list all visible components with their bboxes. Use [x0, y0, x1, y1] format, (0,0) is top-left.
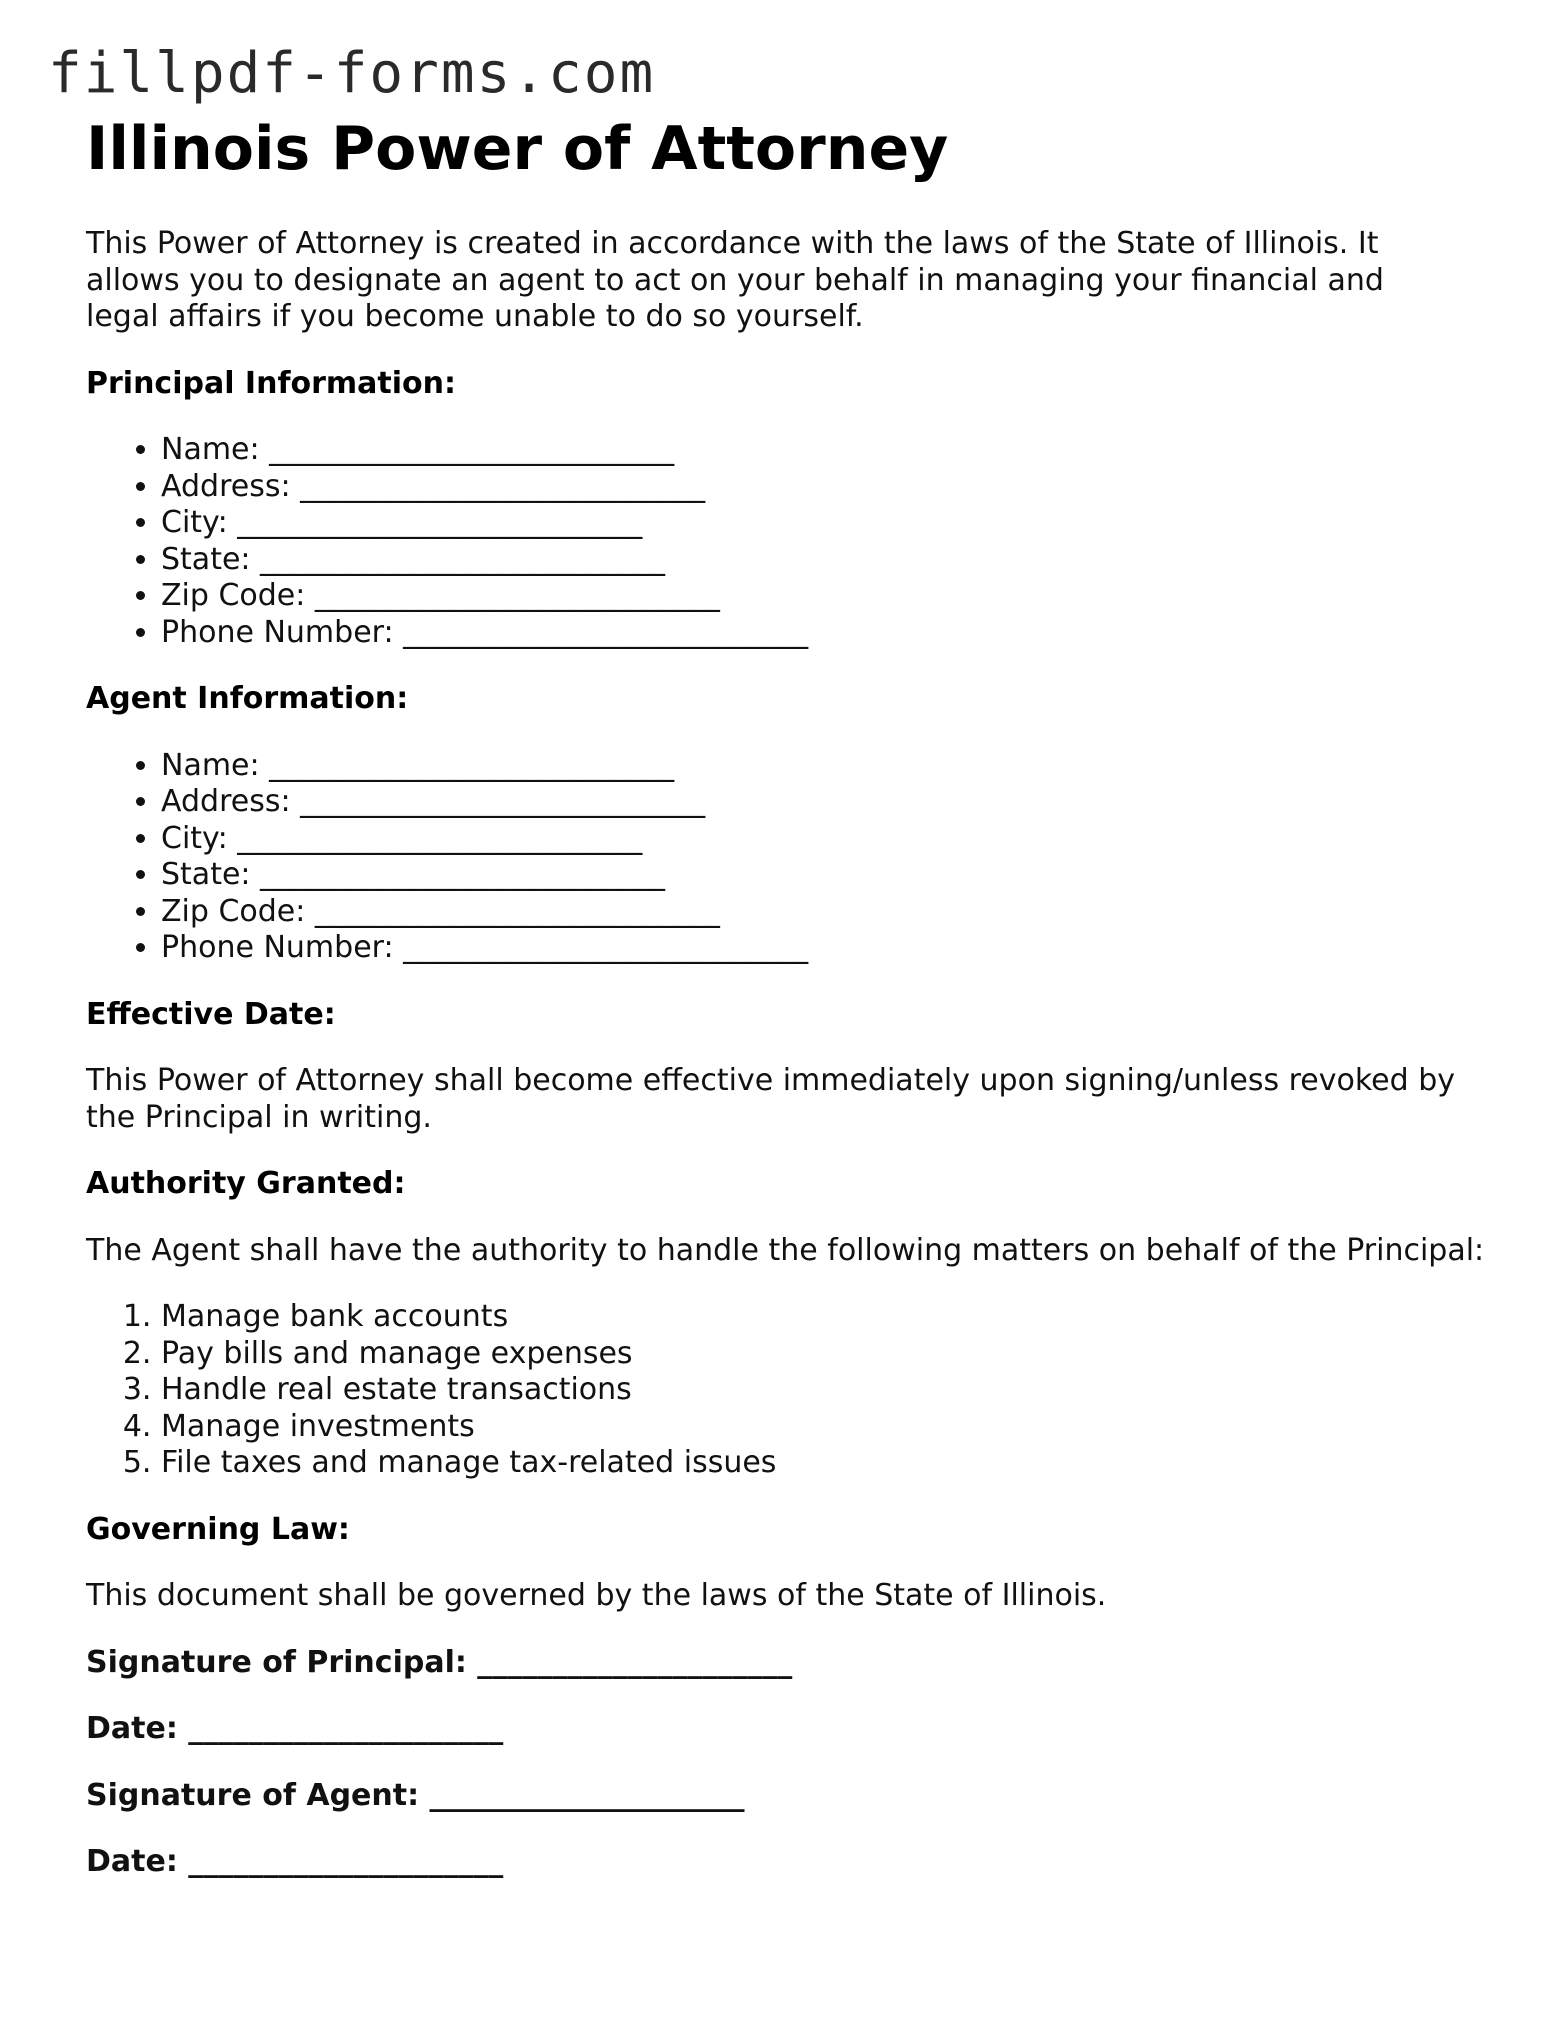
- agent-name-field[interactable]: • Name: ___________________________: [161, 748, 1486, 785]
- intro-paragraph: This Power of Attorney is created in accordance with the laws of the State of Illinois. It allows you to designate an agent to act on your behalf in managing your financial and legal affairs if you become unable to do so yourself.: [86, 226, 1384, 334]
- governing-law-text: This document shall be governed by the laws of the State of Illinois.: [86, 1578, 1107, 1613]
- principal-zip-field[interactable]: • Zip Code: ___________________________: [161, 578, 1486, 615]
- principal-phone-field[interactable]: • Phone Number: ___________________________: [161, 615, 1486, 652]
- page-title: Illinois Power of Attorney: [86, 114, 949, 184]
- site-watermark: fillpdf-forms.com: [48, 41, 656, 106]
- agent-zip-field[interactable]: • Zip Code: ___________________________: [161, 894, 1486, 931]
- principal-heading: Principal Information:: [86, 365, 457, 401]
- authority-heading: Authority Granted:: [86, 1166, 406, 1201]
- agent-state-field[interactable]: • State: ___________________________: [161, 857, 1486, 894]
- authority-text: The Agent shall have the authority to handle the following matters on behalf of the Principal:: [86, 1232, 1485, 1268]
- document-page: [86, 110, 1486, 1881]
- principal-name-field[interactable]: • Name: ___________________________: [161, 432, 1486, 469]
- agent-address-field[interactable]: • Address: ___________________________: [161, 784, 1486, 821]
- effective-date-heading: Effective Date:: [86, 996, 336, 1032]
- principal-signature-field[interactable]: Signature of Principal: _____________________: [86, 1644, 793, 1680]
- authority-item: 1. Manage bank accounts: [161, 1299, 1486, 1336]
- principal-fields-list: [86, 432, 1486, 651]
- principal-state-field[interactable]: • State: ___________________________: [161, 542, 1486, 579]
- agent-phone-field[interactable]: • Phone Number: ___________________________: [161, 930, 1486, 967]
- authority-item: 3. Handle real estate transactions: [161, 1372, 1486, 1409]
- agent-city-field[interactable]: • City: ___________________________: [161, 821, 1486, 858]
- governing-law-heading: Governing Law:: [86, 1511, 350, 1547]
- agent-date-field[interactable]: Date: _____________________: [86, 1844, 504, 1879]
- agent-signature-field[interactable]: Signature of Agent: _____________________: [86, 1777, 745, 1813]
- authority-item: 4. Manage investments: [161, 1409, 1486, 1446]
- principal-city-field[interactable]: • City: ___________________________: [161, 505, 1486, 542]
- agent-heading: Agent Information:: [86, 681, 409, 716]
- effective-date-text: This Power of Attorney shall become effective immediately upon signing/unless revoked by the Principal in writing.: [86, 1063, 1456, 1135]
- agent-fields-list: [86, 748, 1486, 967]
- authority-item: 2. Pay bills and manage expenses: [161, 1336, 1486, 1373]
- authority-item: 5. File taxes and manage tax-related issues: [161, 1445, 1486, 1482]
- principal-date-field[interactable]: Date: _____________________: [86, 1711, 504, 1746]
- authority-list: [86, 1299, 1486, 1482]
- principal-address-field[interactable]: • Address: ___________________________: [161, 469, 1486, 506]
